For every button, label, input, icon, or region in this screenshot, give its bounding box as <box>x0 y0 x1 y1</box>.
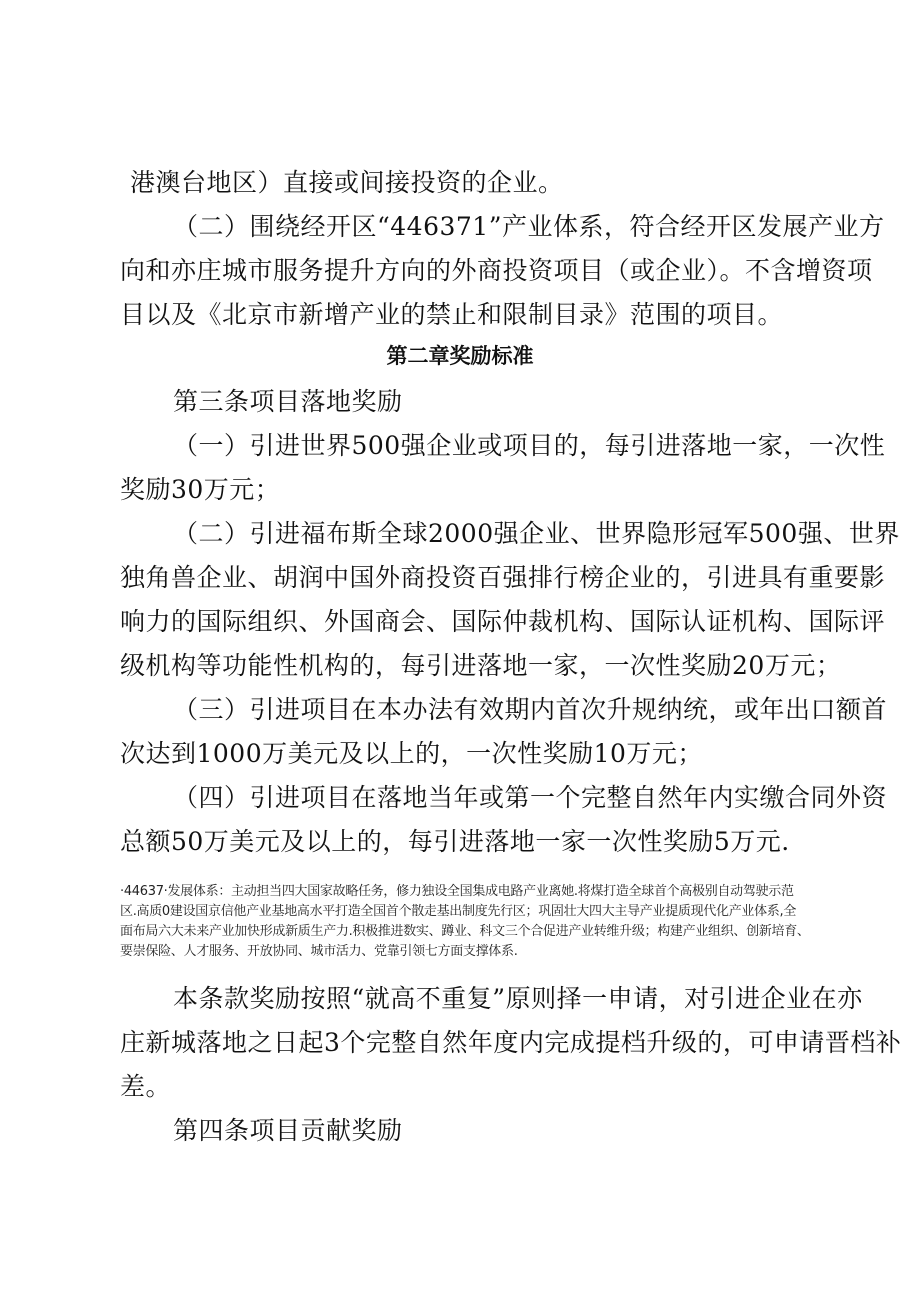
text-line: （二）引进福布斯全球2000强企业、世界隐形冠军500强、世界 <box>173 519 900 548</box>
footnote-line: ·44637·发展体系：主动担当四大国家故略任务，修力独设全国集成电路产业离她.将煤打造全球首个高极别自动驾驶示范 <box>120 884 794 899</box>
text-line: （一）引进世界500强企业或项目的，每引进落地一家，一次性 <box>173 431 886 460</box>
text-line: 响力的国际组织、外国商会、国际仲裁机构、国际认证机构、国际评 <box>120 607 886 636</box>
article-heading: 第四条项目贡献奖励 <box>173 1116 403 1145</box>
text-line: 独角兽企业、胡润中国外商投资百强排行榜企业的，引进具有重要影 <box>120 563 886 592</box>
text-line: 总额50万美元及以上的，每引进落地一家一次性奖励5万元. <box>120 827 790 856</box>
text-line: 庄新城落地之日起3个完整自然年度内完成提档升级的，可申请晋档补 <box>120 1028 902 1057</box>
chapter-heading: 第二章奖励标准 <box>386 344 534 368</box>
text-line: 本条款奖励按照“就高不重复”原则择一申请，对引进企业在亦 <box>173 984 863 1013</box>
footnote-line: 要崇保险、人才服务、开放协同、城市活力、党靠引领七方面支撑体系. <box>120 944 518 959</box>
text-line: （四）引进项目在落地当年或第一个完整自然年内实缴合同外资 <box>173 783 888 812</box>
text-line: 目以及《北京市新增产业的禁止和限制目录》范围的项目。 <box>120 300 784 329</box>
text-line: 级机构等功能性机构的，每引进落地一家，一次性奖励20万元； <box>120 651 842 680</box>
text-line: 差。 <box>120 1072 172 1101</box>
article-heading: 第三条项目落地奖励 <box>173 387 403 416</box>
footnote-line: 区.高质0建设国京信他产业基地高水平打造全国首个散走基出制度先行区；巩固壮大四大主导产业提质现代化产业体系,全 <box>120 904 797 919</box>
text-line: （二）围绕经开区“446371”产业体系，符合经开区发展产业方 <box>173 212 885 241</box>
text-line: （三）引进项目在本办法有效期内首次升规纳统，或年出口额首 <box>173 695 888 724</box>
text-line: 港澳台地区）直接或间接投资的企业。 <box>130 168 564 197</box>
text-line: 次达到1000万美元及以上的，一次性奖励10万元； <box>120 739 703 768</box>
text-line: 向和亦庄城市服务提升方向的外商投资项目（或企业）。不含增资项 <box>120 256 873 285</box>
footnote-line: 面布局六大未来产业加快形成新质生产力.积极推进数实、蹲业、科文三个合促进产业转维升级；构建产业组织、创新培育、 <box>120 924 810 939</box>
text-line: 奖励30万元； <box>120 475 281 504</box>
